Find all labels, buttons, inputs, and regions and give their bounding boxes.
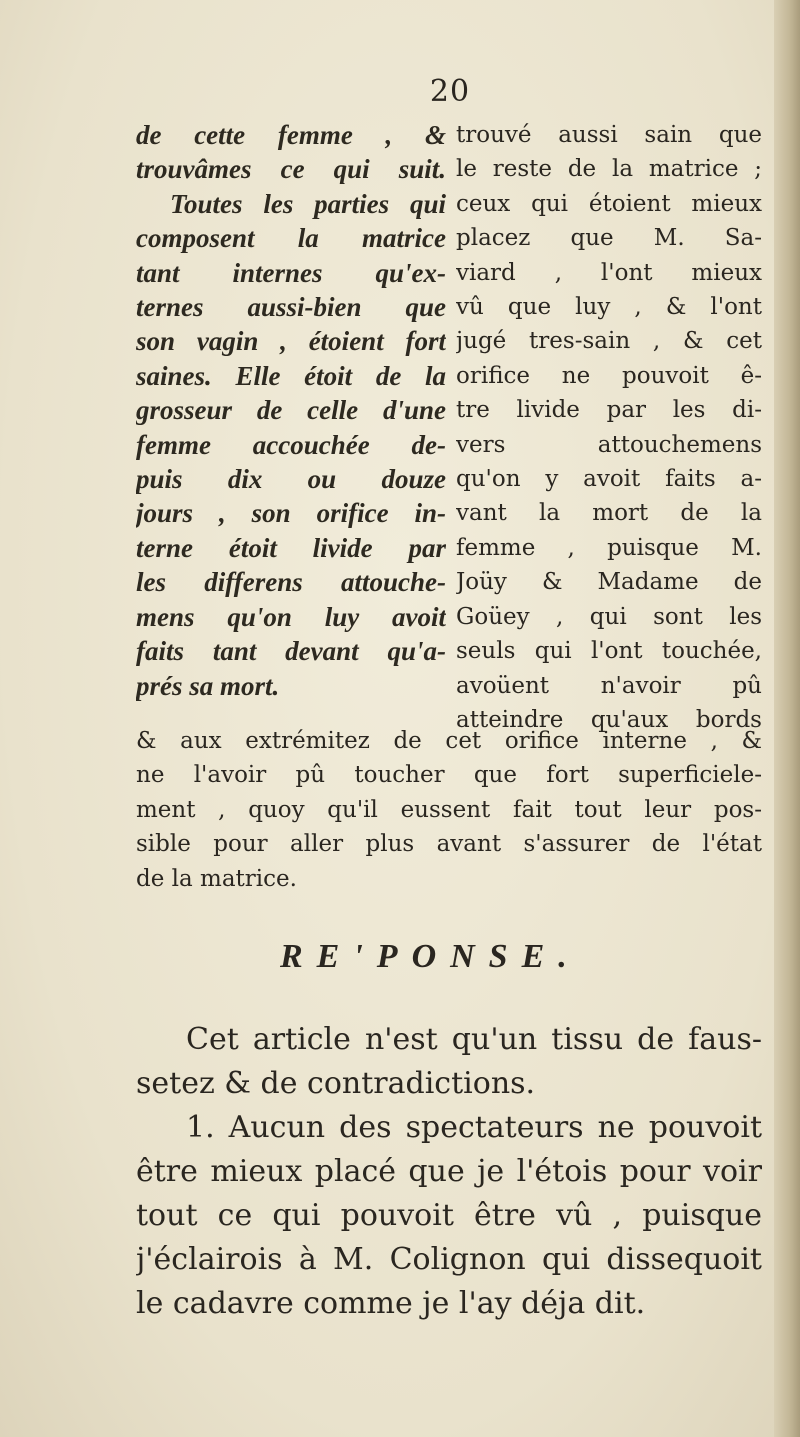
text-line: ceux qui étoient mieux: [456, 190, 762, 217]
text-line: ne l'avoir pû toucher que fort superficiele-: [136, 762, 762, 789]
text-line: les differens attouche-: [136, 567, 446, 598]
text-line: orifice ne pouvoit ê-: [456, 362, 762, 389]
text-line: grosseur de celle d'une: [136, 395, 446, 426]
text-line: Cet article n'est qu'un tissu de faus-: [186, 1022, 762, 1057]
text-line: être mieux placé que je l'étois pour voir: [136, 1154, 762, 1189]
section-heading: RE'PONSE.: [280, 938, 581, 975]
left-column-italic-text: [136, 118, 446, 703]
book-spine-shadow: [774, 0, 800, 1437]
text-line: setez & de contradictions.: [136, 1066, 536, 1101]
text-line: avoüent n'avoir pû: [456, 672, 762, 699]
text-line: & aux extrémitez de cet orifice interne , &: [136, 728, 762, 754]
text-line: ternes aussi-bien que: [136, 292, 446, 323]
text-line: son vagin , étoient fort: [136, 326, 446, 357]
text-line: jours , son orifice in-: [136, 498, 446, 529]
text-line: prés sa mort.: [136, 670, 280, 701]
text-line: Joüy & Madame de: [456, 569, 762, 596]
text-line: faits tant devant qu'a-: [136, 636, 446, 667]
text-line: j'éclairois à M. Colignon qui dissequoit: [136, 1242, 762, 1277]
text-line: femme accouchée de-: [136, 429, 446, 460]
text-line: vû que luy , & l'ont: [456, 294, 762, 321]
text-line: placez que M. Sa-: [456, 225, 762, 252]
text-line: terne étoit livide par: [136, 532, 446, 563]
text-line: trouvé aussi sain que: [456, 122, 762, 148]
text-line: tre livide par les di-: [456, 397, 762, 424]
text-line: de cette femme , &: [136, 120, 446, 150]
text-line: ment , quoy qu'il eussent fait tout leur pos-: [136, 796, 762, 823]
text-line: composent la matrice: [136, 223, 446, 254]
text-line: vers attouchemens: [456, 431, 762, 458]
text-line: trouvâmes ce qui suit.: [136, 154, 446, 185]
text-line: viard , l'ont mieux: [456, 259, 762, 286]
text-line: le cadavre comme je l'ay déja dit.: [136, 1286, 646, 1321]
text-line: puis dix ou douze: [136, 464, 446, 495]
text-line: vant la mort de la: [456, 500, 762, 527]
text-line: tout ce qui pouvoit être vû , puisque: [136, 1198, 762, 1233]
text-line: Toutes les parties qui: [170, 188, 446, 219]
page-number: 20: [429, 74, 471, 109]
text-line: femme , puisque M.: [456, 534, 762, 561]
text-line: de la matrice.: [136, 865, 297, 892]
text-line: mens qu'on luy avoit: [136, 601, 446, 632]
text-line: jugé tres-sain , & cet: [456, 328, 762, 355]
text-line: Goüey , qui sont les: [456, 603, 762, 630]
text-line: tant internes qu'ex-: [136, 257, 446, 288]
text-line: saines. Elle étoit de la: [136, 360, 446, 391]
text-line: 1. Aucun des spectateurs ne pouvoit: [186, 1110, 762, 1145]
text-line: sible pour aller plus avant s'assurer de l'état: [136, 831, 762, 858]
text-line: le reste de la matrice ;: [456, 156, 762, 183]
text-line: atteindre qu'aux bords: [456, 706, 762, 733]
response-paragraph: [136, 1018, 762, 1326]
full-width-paragraph: [136, 724, 762, 896]
text-line: seuls qui l'ont touchée,: [456, 638, 762, 665]
text-line: qu'on y avoit faits a-: [456, 466, 762, 493]
right-column-roman-text: [456, 118, 762, 737]
